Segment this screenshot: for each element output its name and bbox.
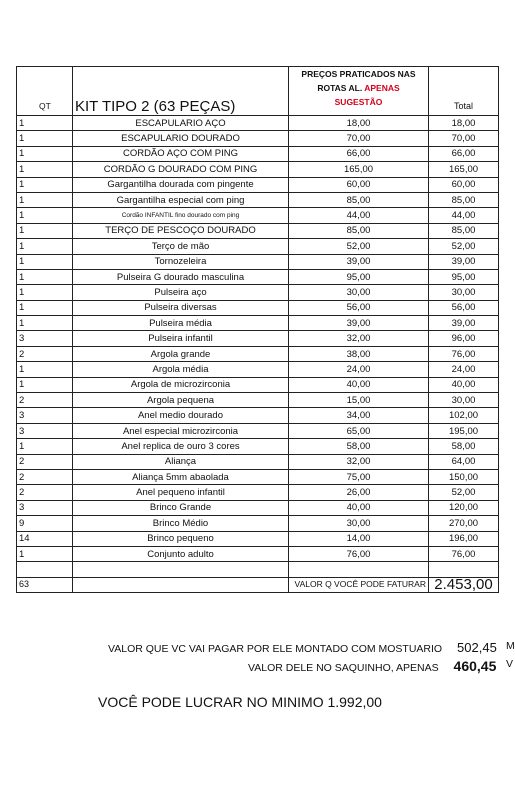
- row-total: 70,00: [429, 131, 499, 146]
- header-prices-apenas: APENAS: [364, 83, 400, 93]
- row-description: Argola de microzirconia: [73, 377, 289, 392]
- row-total: 64,00: [429, 454, 499, 469]
- row-description: Brinco Médio: [73, 516, 289, 531]
- row-price: 65,00: [289, 423, 429, 438]
- row-price: 75,00: [289, 469, 429, 484]
- row-qty: 1: [17, 177, 73, 192]
- row-total: 39,00: [429, 316, 499, 331]
- row-total: 40,00: [429, 377, 499, 392]
- row-description: Anel pequeno infantil: [73, 485, 289, 500]
- row-total: 195,00: [429, 423, 499, 438]
- paid-value-line: [108, 640, 515, 655]
- row-qty: 1: [17, 269, 73, 284]
- row-description: Argola pequena: [73, 393, 289, 408]
- grand-total: 2.453,00: [429, 577, 499, 592]
- bag-value-cut-text: V: [506, 658, 514, 670]
- table-row: [17, 116, 499, 131]
- row-price: 95,00: [289, 269, 429, 284]
- table-row: [17, 485, 499, 500]
- row-description: Pulseira infantil: [73, 331, 289, 346]
- summary-label: VALOR Q VOCÊ PODE FATURAR: [289, 577, 429, 592]
- row-description: ESCAPULARIO DOURADO: [73, 131, 289, 146]
- row-qty: 1: [17, 116, 73, 131]
- row-qty: 1: [17, 208, 73, 223]
- summary-blank: [73, 577, 289, 592]
- row-total: 120,00: [429, 500, 499, 515]
- row-price: 26,00: [289, 485, 429, 500]
- row-qty: 1: [17, 316, 73, 331]
- header-prices-sugestao: SUGESTÃO: [334, 97, 383, 107]
- row-total: 85,00: [429, 223, 499, 238]
- row-qty: 1: [17, 362, 73, 377]
- row-qty: 2: [17, 485, 73, 500]
- row-price: 40,00: [289, 500, 429, 515]
- row-description: Gargantilha dourada com pingente: [73, 177, 289, 192]
- kit-title: KIT TIPO 2 (63 PEÇAS): [73, 67, 289, 116]
- row-price: 165,00: [289, 162, 429, 177]
- row-description: Aliança: [73, 454, 289, 469]
- row-total: 58,00: [429, 439, 499, 454]
- row-qty: 2: [17, 469, 73, 484]
- row-qty: 3: [17, 423, 73, 438]
- row-description: CORDÃO G DOURADO COM PING: [73, 162, 289, 177]
- row-total: 30,00: [429, 285, 499, 300]
- summary-qty-total: 63: [17, 577, 73, 592]
- row-description: Anel replica de ouro 3 cores: [73, 439, 289, 454]
- row-qty: 3: [17, 500, 73, 515]
- row-price: 30,00: [289, 285, 429, 300]
- paid-value-label: VALOR QUE VC VAI PAGAR POR ELE MONTADO COM MOSTUARIO: [108, 643, 443, 655]
- row-qty: 2: [17, 454, 73, 469]
- table-row: [17, 531, 499, 546]
- row-qty: 3: [17, 408, 73, 423]
- row-description: Argola média: [73, 362, 289, 377]
- table-row: [17, 408, 499, 423]
- table-row: [17, 546, 499, 561]
- row-price: 52,00: [289, 239, 429, 254]
- table-row: [17, 439, 499, 454]
- row-description: TERÇO DE PESCOÇO DOURADO: [73, 223, 289, 238]
- row-total: 39,00: [429, 254, 499, 269]
- empty-cell: [289, 562, 429, 577]
- row-qty: 1: [17, 223, 73, 238]
- table-row: [17, 131, 499, 146]
- bag-value: 460,45: [453, 658, 497, 674]
- row-total: 24,00: [429, 362, 499, 377]
- row-description: Anel medio dourado: [73, 408, 289, 423]
- row-price: 34,00: [289, 408, 429, 423]
- table-row: [17, 516, 499, 531]
- table-row: [17, 269, 499, 284]
- table-row: [17, 362, 499, 377]
- table-row: [17, 500, 499, 515]
- row-price: 18,00: [289, 116, 429, 131]
- summary-row: [17, 577, 499, 592]
- row-qty: 1: [17, 192, 73, 207]
- empty-cell: [17, 562, 73, 577]
- table-row: [17, 239, 499, 254]
- row-price: 60,00: [289, 177, 429, 192]
- row-total: 66,00: [429, 146, 499, 161]
- table-header-row: [17, 67, 499, 116]
- row-qty: 9: [17, 516, 73, 531]
- row-total: 95,00: [429, 269, 499, 284]
- row-qty: 14: [17, 531, 73, 546]
- row-qty: 1: [17, 131, 73, 146]
- table-row: [17, 454, 499, 469]
- row-price: 56,00: [289, 300, 429, 315]
- row-total: 44,00: [429, 208, 499, 223]
- row-price: 85,00: [289, 192, 429, 207]
- table-row: [17, 377, 499, 392]
- row-price: 40,00: [289, 377, 429, 392]
- table-row: [17, 192, 499, 207]
- row-description: Pulseira G dourado masculina: [73, 269, 289, 284]
- header-qt: QT: [17, 67, 73, 116]
- header-prices: [289, 67, 429, 116]
- row-description: Cordão INFANTIL fino dourado com ping: [73, 208, 289, 223]
- row-description: Terço de mão: [73, 239, 289, 254]
- row-description: Aliança 5mm abaolada: [73, 469, 289, 484]
- row-description: Tornozeleira: [73, 254, 289, 269]
- row-description: CORDÃO AÇO COM PING: [73, 146, 289, 161]
- table-row: [17, 423, 499, 438]
- table-row: [17, 254, 499, 269]
- row-qty: 1: [17, 146, 73, 161]
- paid-value-cut-text: M: [506, 640, 515, 652]
- table-row: [17, 285, 499, 300]
- table-row: [17, 146, 499, 161]
- row-qty: 2: [17, 393, 73, 408]
- row-description: Pulseira aço: [73, 285, 289, 300]
- row-price: 58,00: [289, 439, 429, 454]
- row-price: 32,00: [289, 454, 429, 469]
- row-description: Anel especial microzirconia: [73, 423, 289, 438]
- row-total: 56,00: [429, 300, 499, 315]
- row-qty: 1: [17, 439, 73, 454]
- table-row: [17, 469, 499, 484]
- row-price: 44,00: [289, 208, 429, 223]
- row-total: 76,00: [429, 346, 499, 361]
- row-qty: 1: [17, 162, 73, 177]
- row-total: 150,00: [429, 469, 499, 484]
- paid-value: 502,45: [457, 640, 497, 655]
- row-price: 15,00: [289, 393, 429, 408]
- row-total: 102,00: [429, 408, 499, 423]
- row-description: Brinco pequeno: [73, 531, 289, 546]
- row-qty: 2: [17, 346, 73, 361]
- table-row: [17, 331, 499, 346]
- row-price: 24,00: [289, 362, 429, 377]
- row-description: Gargantilha especial com ping: [73, 192, 289, 207]
- row-description: Conjunto adulto: [73, 546, 289, 561]
- row-price: 76,00: [289, 546, 429, 561]
- row-price: 30,00: [289, 516, 429, 531]
- row-price: 66,00: [289, 146, 429, 161]
- row-qty: 1: [17, 239, 73, 254]
- header-total: Total: [429, 67, 499, 116]
- row-price: 38,00: [289, 346, 429, 361]
- row-total: 196,00: [429, 531, 499, 546]
- header-prices-text: PREÇOS PRATICADOS NAS ROTAS AL.: [301, 69, 416, 93]
- table-row: [17, 300, 499, 315]
- table-row: [17, 208, 499, 223]
- table-row: [17, 162, 499, 177]
- row-total: 270,00: [429, 516, 499, 531]
- row-price: 39,00: [289, 254, 429, 269]
- row-description: Argola grande: [73, 346, 289, 361]
- table-row: [17, 223, 499, 238]
- empty-row: [17, 562, 499, 577]
- table-row: [17, 177, 499, 192]
- row-total: 60,00: [429, 177, 499, 192]
- row-price: 85,00: [289, 223, 429, 238]
- row-total: 52,00: [429, 485, 499, 500]
- row-description: Pulseira diversas: [73, 300, 289, 315]
- row-total: 30,00: [429, 393, 499, 408]
- row-price: 32,00: [289, 331, 429, 346]
- row-qty: 1: [17, 377, 73, 392]
- row-total: 76,00: [429, 546, 499, 561]
- row-qty: 1: [17, 300, 73, 315]
- row-qty: 3: [17, 331, 73, 346]
- row-qty: 1: [17, 285, 73, 300]
- profit-line: VOCÊ PODE LUCRAR NO MINIMO 1.992,00: [98, 694, 382, 710]
- row-total: 96,00: [429, 331, 499, 346]
- table-row: [17, 393, 499, 408]
- table-row: [17, 316, 499, 331]
- row-price: 14,00: [289, 531, 429, 546]
- row-price: 70,00: [289, 131, 429, 146]
- empty-cell: [73, 562, 289, 577]
- empty-cell: [429, 562, 499, 577]
- row-total: 85,00: [429, 192, 499, 207]
- row-description: Pulseira média: [73, 316, 289, 331]
- row-total: 52,00: [429, 239, 499, 254]
- table-row: [17, 346, 499, 361]
- row-description: ESCAPULARIO AÇO: [73, 116, 289, 131]
- row-total: 165,00: [429, 162, 499, 177]
- bag-value-line: [248, 658, 514, 674]
- row-qty: 1: [17, 546, 73, 561]
- bag-value-label: VALOR DELE NO SAQUINHO, APENAS: [248, 662, 439, 674]
- row-qty: 1: [17, 254, 73, 269]
- row-total: 18,00: [429, 116, 499, 131]
- row-price: 39,00: [289, 316, 429, 331]
- kit-price-table: [16, 66, 499, 593]
- row-description: Brinco Grande: [73, 500, 289, 515]
